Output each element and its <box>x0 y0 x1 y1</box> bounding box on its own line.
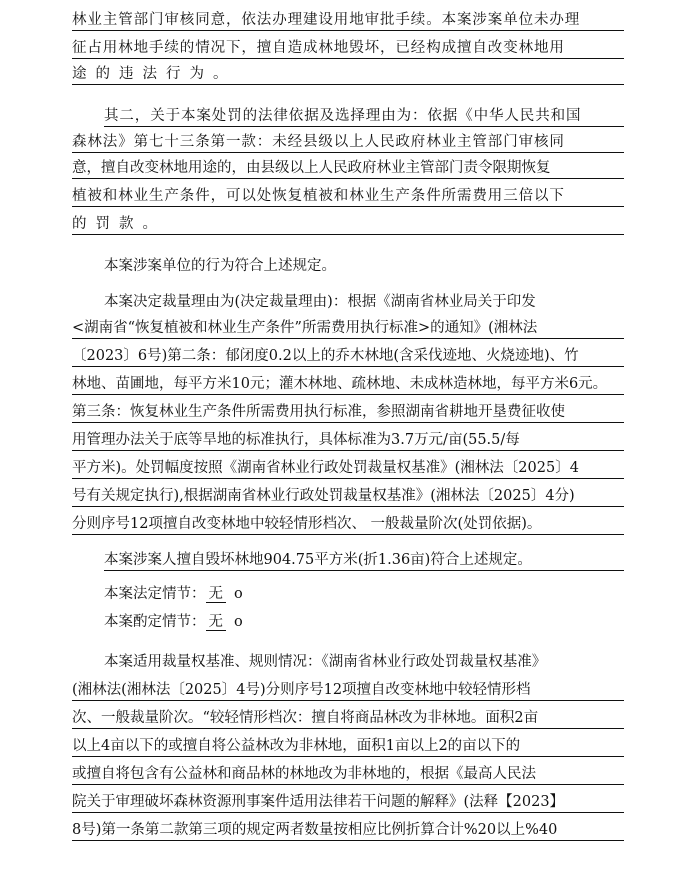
text-line: 8号)第一条第二款第三项的规定两者数量按相应比例折算合计%20以上%40 <box>72 820 624 841</box>
text-line: 林业主管部门审核同意，依法办理建设用地审批手续。本案涉案单位未办理 <box>72 10 624 31</box>
text-line: 意，擅自改变林地用途的，由县级以上人民政府林业主管部门责令限期恢复 <box>72 158 624 179</box>
text-line: 或擅自将包含有公益林和商品林的林地改为非林地的，根据《最高人民法 <box>72 764 624 785</box>
text-line: 院关于审理破坏森林资源刑事案件适用法律若干问题的解释》(法释【2023】 <box>72 792 624 813</box>
text-line: 本案决定裁量理由为(决定裁量理由)：根据《湖南省林业局关于印发 <box>104 294 536 310</box>
text-line: 征占用林地手续的情况下，擅自造成林地毁坏，已经构成擅自改变林地用 <box>72 38 624 59</box>
text-line: 分则序号12项擅自改变林地中较轻情形档次、 一般裁量阶次(处罚依据)。 <box>72 514 624 535</box>
text-line: 的罚款。 <box>72 214 624 235</box>
text-line: 号有关规定执行),根据湖南省林业行政处罚裁量权基准》(湘林法〔2025〕4分) <box>72 486 624 507</box>
statutory-value: 无 <box>206 586 227 603</box>
text-line: 次、一般裁量阶次。“较轻情形档次：擅自将商品林改为非林地。面积2亩 <box>72 708 624 729</box>
text-line: (湘林法(湘林法〔2025〕4号)分则序号12项擅自改变林地中较轻情形档 <box>72 680 624 701</box>
text-line: 第三条：恢复林业生产条件所需费用执行标准，参照湖南省耕地开垦费征收使 <box>72 402 624 423</box>
text-line: 森林法》第七十三条第一款：未经县级以上人民政府林业主管部门审核同 <box>72 132 624 153</box>
text-line: 平方米)。处罚幅度按照《湖南省林业行政处罚裁量权基准》(湘林法〔2025〕4 <box>72 458 624 479</box>
text-line: 其二，关于本案处罚的法律依据及选择理由为：依据《中华人民共和国 <box>104 106 624 127</box>
text-line: 途的违法行为。 <box>72 64 624 85</box>
text-line: 本案涉案单位的行为符合上述规定。 <box>104 258 336 274</box>
text-line: 〔2023〕6号)第二条：郁闭度0.2以上的乔木林地(含采伐迹地、火烧迹地)、竹 <box>72 346 624 367</box>
statutory-circumstances <box>104 584 624 604</box>
discretionary-value: 无 <box>206 614 227 631</box>
text-line: 本案适用裁量权基准、规则情况：《湖南省林业行政处罚裁量权基准》 <box>104 654 547 670</box>
discretionary-circumstances <box>104 612 624 632</box>
text-line: 以上4亩以下的或擅自将公益林改为非林地，面积1亩以上2的亩以下的 <box>72 736 624 757</box>
statutory-label: 本案法定情节： <box>104 586 206 602</box>
discretionary-label: 本案酌定情节： <box>104 614 206 630</box>
text-line: 用管理办法关于底等旱地的标准执行，具体标准为3.7万元/亩(55.5/每 <box>72 430 624 451</box>
discretionary-suffix: o <box>234 614 243 630</box>
text-line: 植被和林业生产条件，可以处恢复植被和林业生产条件所需费用三倍以下 <box>72 186 624 207</box>
statutory-suffix: o <box>234 586 243 602</box>
text-line: 林地、苗圃地，每平方米10元；灌木林地、疏林地、未成林造林地，每平方米6元。 <box>72 374 624 395</box>
text-line: <湖南省“恢复植被和林业生产条件”所需费用执行标准>的通知》(湘林法 <box>72 318 624 339</box>
text-line: 本案涉案人擅自毁坏林地904.75平方米(折1.36亩)符合上述规定。 <box>104 550 624 571</box>
